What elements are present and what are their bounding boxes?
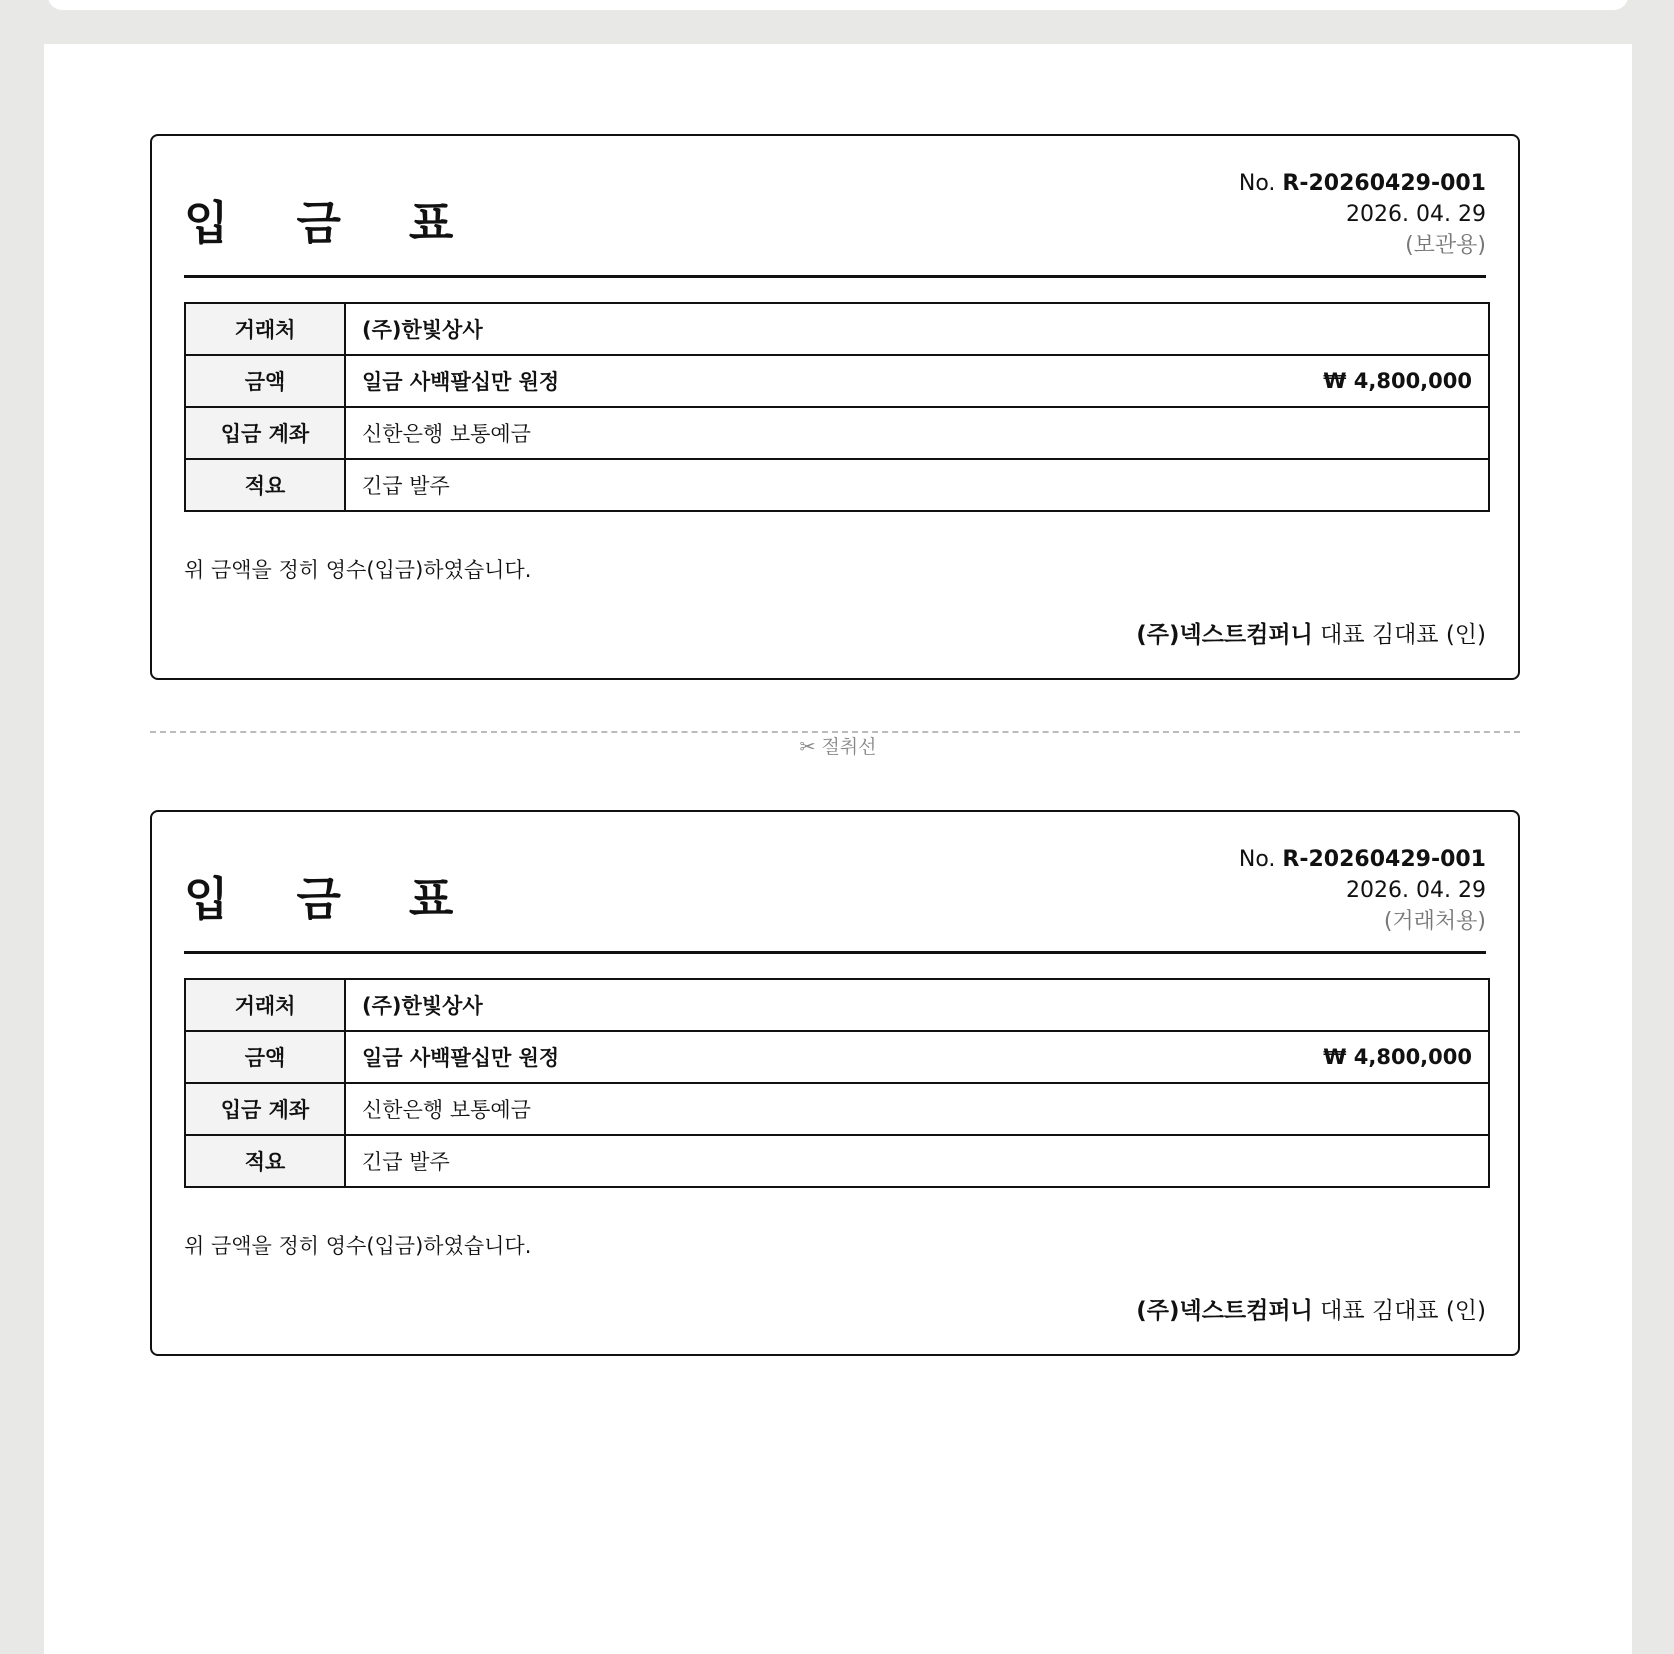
memo-label: 적요 xyxy=(185,1135,345,1187)
account-value: 신한은행 보통예금 xyxy=(345,1083,1489,1135)
account-value: 신한은행 보통예금 xyxy=(345,407,1489,459)
client-value: (주)한빛상사 xyxy=(345,979,1489,1031)
client-label: 거래처 xyxy=(185,979,345,1031)
receipt-number xyxy=(1239,168,1486,199)
table-row xyxy=(185,355,1489,407)
amount-label: 금액 xyxy=(185,1031,345,1083)
amount-number: ₩ 4,800,000 xyxy=(1323,369,1472,393)
receipt-number-value: R-20260429-001 xyxy=(1282,847,1486,872)
receipt-signature xyxy=(1136,616,1486,649)
amount-cell xyxy=(345,355,1489,407)
receipt-client-copy xyxy=(150,810,1520,1356)
cut-line-label xyxy=(44,732,1632,759)
receipt-table xyxy=(184,978,1490,1188)
receipt-keep-copy xyxy=(150,134,1520,680)
amount-label: 금액 xyxy=(185,355,345,407)
title-divider xyxy=(184,275,1486,278)
table-row xyxy=(185,979,1489,1031)
cut-line-text: ✂ 절취선 xyxy=(795,736,880,758)
receipt-copy-type: (거래처용) xyxy=(1383,909,1486,934)
receipt-number-prefix: No. xyxy=(1238,171,1276,196)
receipt-meta xyxy=(1239,168,1486,261)
receipt-table xyxy=(184,302,1490,512)
memo-label: 적요 xyxy=(185,459,345,511)
table-row xyxy=(185,459,1489,511)
receipt-statement: 위 금액을 정히 영수(입금)하였습니다. xyxy=(184,1234,532,1258)
client-label: 거래처 xyxy=(185,303,345,355)
receipt-meta xyxy=(1239,844,1486,937)
memo-value: 긴급 발주 xyxy=(345,459,1489,511)
title-divider xyxy=(184,951,1486,954)
receipt-number-prefix: No. xyxy=(1238,847,1276,872)
table-row xyxy=(185,1135,1489,1187)
signature-company: (주)넥스트컴퍼니 xyxy=(1136,622,1313,648)
amount-number: ₩ 4,800,000 xyxy=(1323,1045,1472,1069)
document-page xyxy=(44,44,1632,1654)
receipt-copy-type: (보관용) xyxy=(1405,233,1486,258)
amount-cell xyxy=(345,1031,1489,1083)
signature-company: (주)넥스트컴퍼니 xyxy=(1136,1298,1313,1324)
table-row xyxy=(185,407,1489,459)
amount-in-words: 일금 사백팔십만 원정 xyxy=(362,1046,560,1070)
receipt-statement: 위 금액을 정히 영수(입금)하였습니다. xyxy=(184,558,532,582)
signature-representative: 대표 김대표 (인) xyxy=(1312,1298,1486,1324)
previous-page-edge xyxy=(48,0,1628,10)
receipt-title: 입 금 표 xyxy=(184,872,480,926)
memo-value: 긴급 발주 xyxy=(345,1135,1489,1187)
receipt-number-value: R-20260429-001 xyxy=(1282,171,1486,196)
receipt-signature xyxy=(1136,1292,1486,1325)
receipt-title: 입 금 표 xyxy=(184,196,480,250)
account-label: 입금 계좌 xyxy=(185,1083,345,1135)
receipt-date: 2026. 04. 29 xyxy=(1346,202,1486,227)
receipt-number xyxy=(1239,844,1486,875)
signature-representative: 대표 김대표 (인) xyxy=(1312,622,1486,648)
table-row xyxy=(185,1031,1489,1083)
table-row xyxy=(185,1083,1489,1135)
amount-in-words: 일금 사백팔십만 원정 xyxy=(362,370,560,394)
receipt-date: 2026. 04. 29 xyxy=(1346,878,1486,903)
client-value: (주)한빛상사 xyxy=(345,303,1489,355)
table-row xyxy=(185,303,1489,355)
account-label: 입금 계좌 xyxy=(185,407,345,459)
